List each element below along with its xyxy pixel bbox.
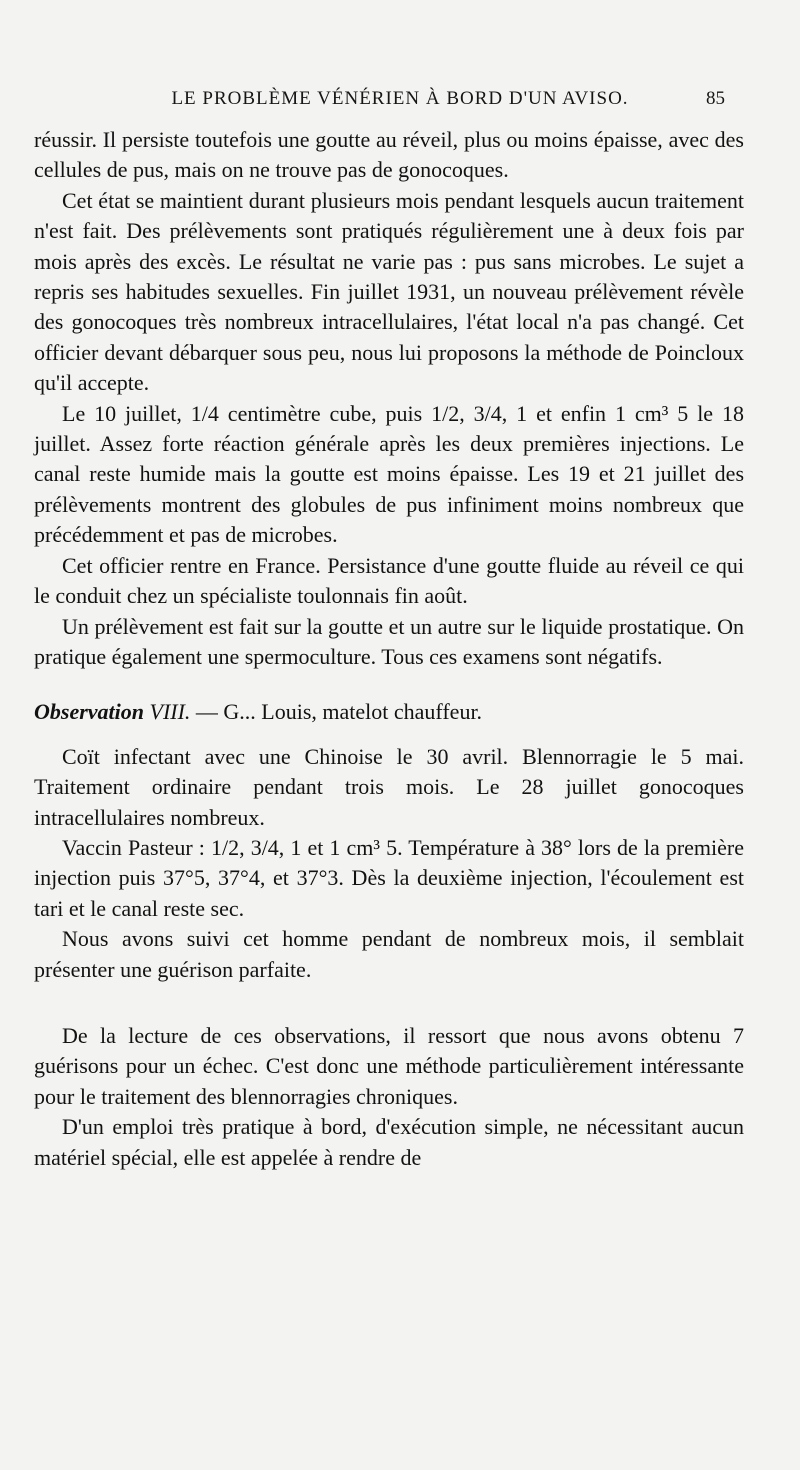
paragraph: Coït infectant avec une Chinoise le 30 avril. Blennorragie le 5 mai. Traitement ordinaire pendant trois mois. Le 28 juillet gonocoques intracellulaires nombreux.: [34, 743, 744, 830]
paragraph: Nous avons suivi cet homme pendant de nombreux mois, il semblait présenter une guérison parfaite.: [34, 926, 744, 982]
observation-number: VIII.: [149, 699, 191, 725]
page-number: 85: [706, 88, 725, 109]
paragraph: Cet officier rentre en France. Persistance d'une goutte fluide au réveil ce qui le conduit chez un spécialiste toulonnais fin août.: [34, 552, 744, 609]
observation-title: — G... Louis, matelot chauffeur.: [190, 699, 483, 725]
paragraph: D'un emploi très pratique à bord, d'exécution simple, ne nécessitant aucun matériel spécial, elle est appelée à rendre de: [34, 1114, 744, 1170]
paragraph: Vaccin Pasteur : 1/2, 3/4, 1 et 1 cm³ 5. Température à 38° lors de la première injection puis 37°5, 37°4, et 37°3. Dès la deuxième injection, l'écoulement est tari et le canal reste sec.: [34, 834, 744, 921]
running-header: LE PROBLÈME VÉNÉRIEN À BORD D'UN AVISO.: [171, 88, 629, 109]
paragraph: De la lecture de ces observations, il ressort que nous avons obtenu 7 guérisons pour un échec. C'est donc une méthode particulièrement intéressante pour le traitement des blennorragies chroniques.: [34, 1022, 744, 1109]
observation-label: Observation: [34, 699, 144, 725]
observation-heading: [34, 697, 744, 727]
paragraph: Le 10 juillet, 1/4 centimètre cube, puis 1/2, 3/4, 1 et enfin 1 cm³ 5 le 18 juillet. Assez forte réaction générale après les deux premières injections. Le canal reste humide mais la goutte est moins épaisse. Les 19 et 21 juillet des prélèvements montrent des globules de pus infiniment moins nombreux que précédemment et pas de microbes.: [34, 400, 744, 548]
paragraph: réussir. Il persiste toutefois une goutte au réveil, plus ou moins épaisse, avec des cellules de pus, mais on ne trouve pas de gonocoques.: [34, 127, 744, 183]
body-text: [34, 125, 744, 1173]
paragraph: Cet état se maintient durant plusieurs mois pendant lesquels aucun traitement n'est fait. Des prélèvements sont pratiqués régulièrement une à deux fois par mois après des excès. Le résultat ne varie pas : pus sans microbes. Le sujet a repris ses habitudes sexuelles. Fin juillet 1931, un nouveau prélèvement révèle des gonocoques très nombreux intracellulaires, l'état local n'a pas changé. Cet officier devant débarquer sous peu, nous lui proposons la méthode de Poincloux qu'il accepte.: [34, 187, 744, 396]
paragraph: Un prélèvement est fait sur la goutte et un autre sur le liquide prostatique. On pratique également une spermoculture. Tous ces examens sont négatifs.: [34, 613, 744, 669]
